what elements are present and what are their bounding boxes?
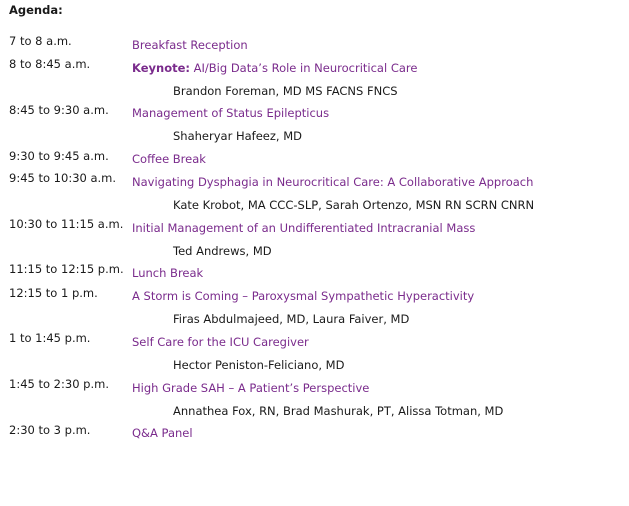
agenda-time: 1:45 to 2:30 p.m. [9,377,109,391]
agenda-heading: Agenda: [9,3,63,17]
agenda-time: 8:45 to 9:30 a.m. [9,103,109,117]
agenda-title: Lunch Break [132,266,204,280]
agenda-speaker: Hector Peniston-Feliciano, MD [173,358,345,372]
agenda-title: Q&A Panel [132,426,193,440]
agenda-speaker: Annathea Fox, RN, Brad Mashurak, PT, Alissa Totman, MD [173,404,504,418]
agenda-time: 9:45 to 10:30 a.m. [9,171,117,185]
agenda-time: 7 to 8 a.m. [9,34,72,48]
agenda-time: 9:30 to 9:45 a.m. [9,149,109,163]
agenda-title: High Grade SAH – A Patient’s Perspective [132,381,370,395]
agenda-title: Breakfast Reception [132,38,248,52]
agenda-title-keynote [132,61,417,75]
agenda-time: 2:30 to 3 p.m. [9,423,91,437]
agenda-title: Self Care for the ICU Caregiver [132,335,309,349]
agenda-speaker: Firas Abdulmajeed, MD, Laura Faiver, MD [173,312,410,326]
agenda-title: A Storm is Coming – Paroxysmal Sympathetic Hyperactivity [132,289,475,303]
agenda-time: 11:15 to 12:15 p.m. [9,262,124,276]
agenda-title: Initial Management of an Undifferentiated Intracranial Mass [132,221,476,235]
agenda-title: Management of Status Epilepticus [132,106,330,120]
agenda-time: 12:15 to 1 p.m. [9,286,98,300]
agenda-time: 8 to 8:45 a.m. [9,57,91,71]
agenda-title-text: AI/Big Data’s Role in Neurocritical Care [193,61,418,75]
agenda-title: Navigating Dysphagia in Neurocritical Care: A Collaborative Approach [132,175,534,189]
agenda-title: Coffee Break [132,152,206,166]
agenda-speaker: Kate Krobot, MA CCC-SLP, Sarah Ortenzo, MSN RN SCRN CNRN [173,198,535,212]
agenda-speaker: Brandon Foreman, MD MS FACNS FNCS [173,84,398,98]
keynote-label: Keynote: [132,61,190,75]
agenda-time: 10:30 to 11:15 a.m. [9,217,124,231]
agenda-time: 1 to 1:45 p.m. [9,331,91,345]
agenda-speaker: Shaheryar Hafeez, MD [173,129,302,143]
agenda-speaker: Ted Andrews, MD [173,244,272,258]
